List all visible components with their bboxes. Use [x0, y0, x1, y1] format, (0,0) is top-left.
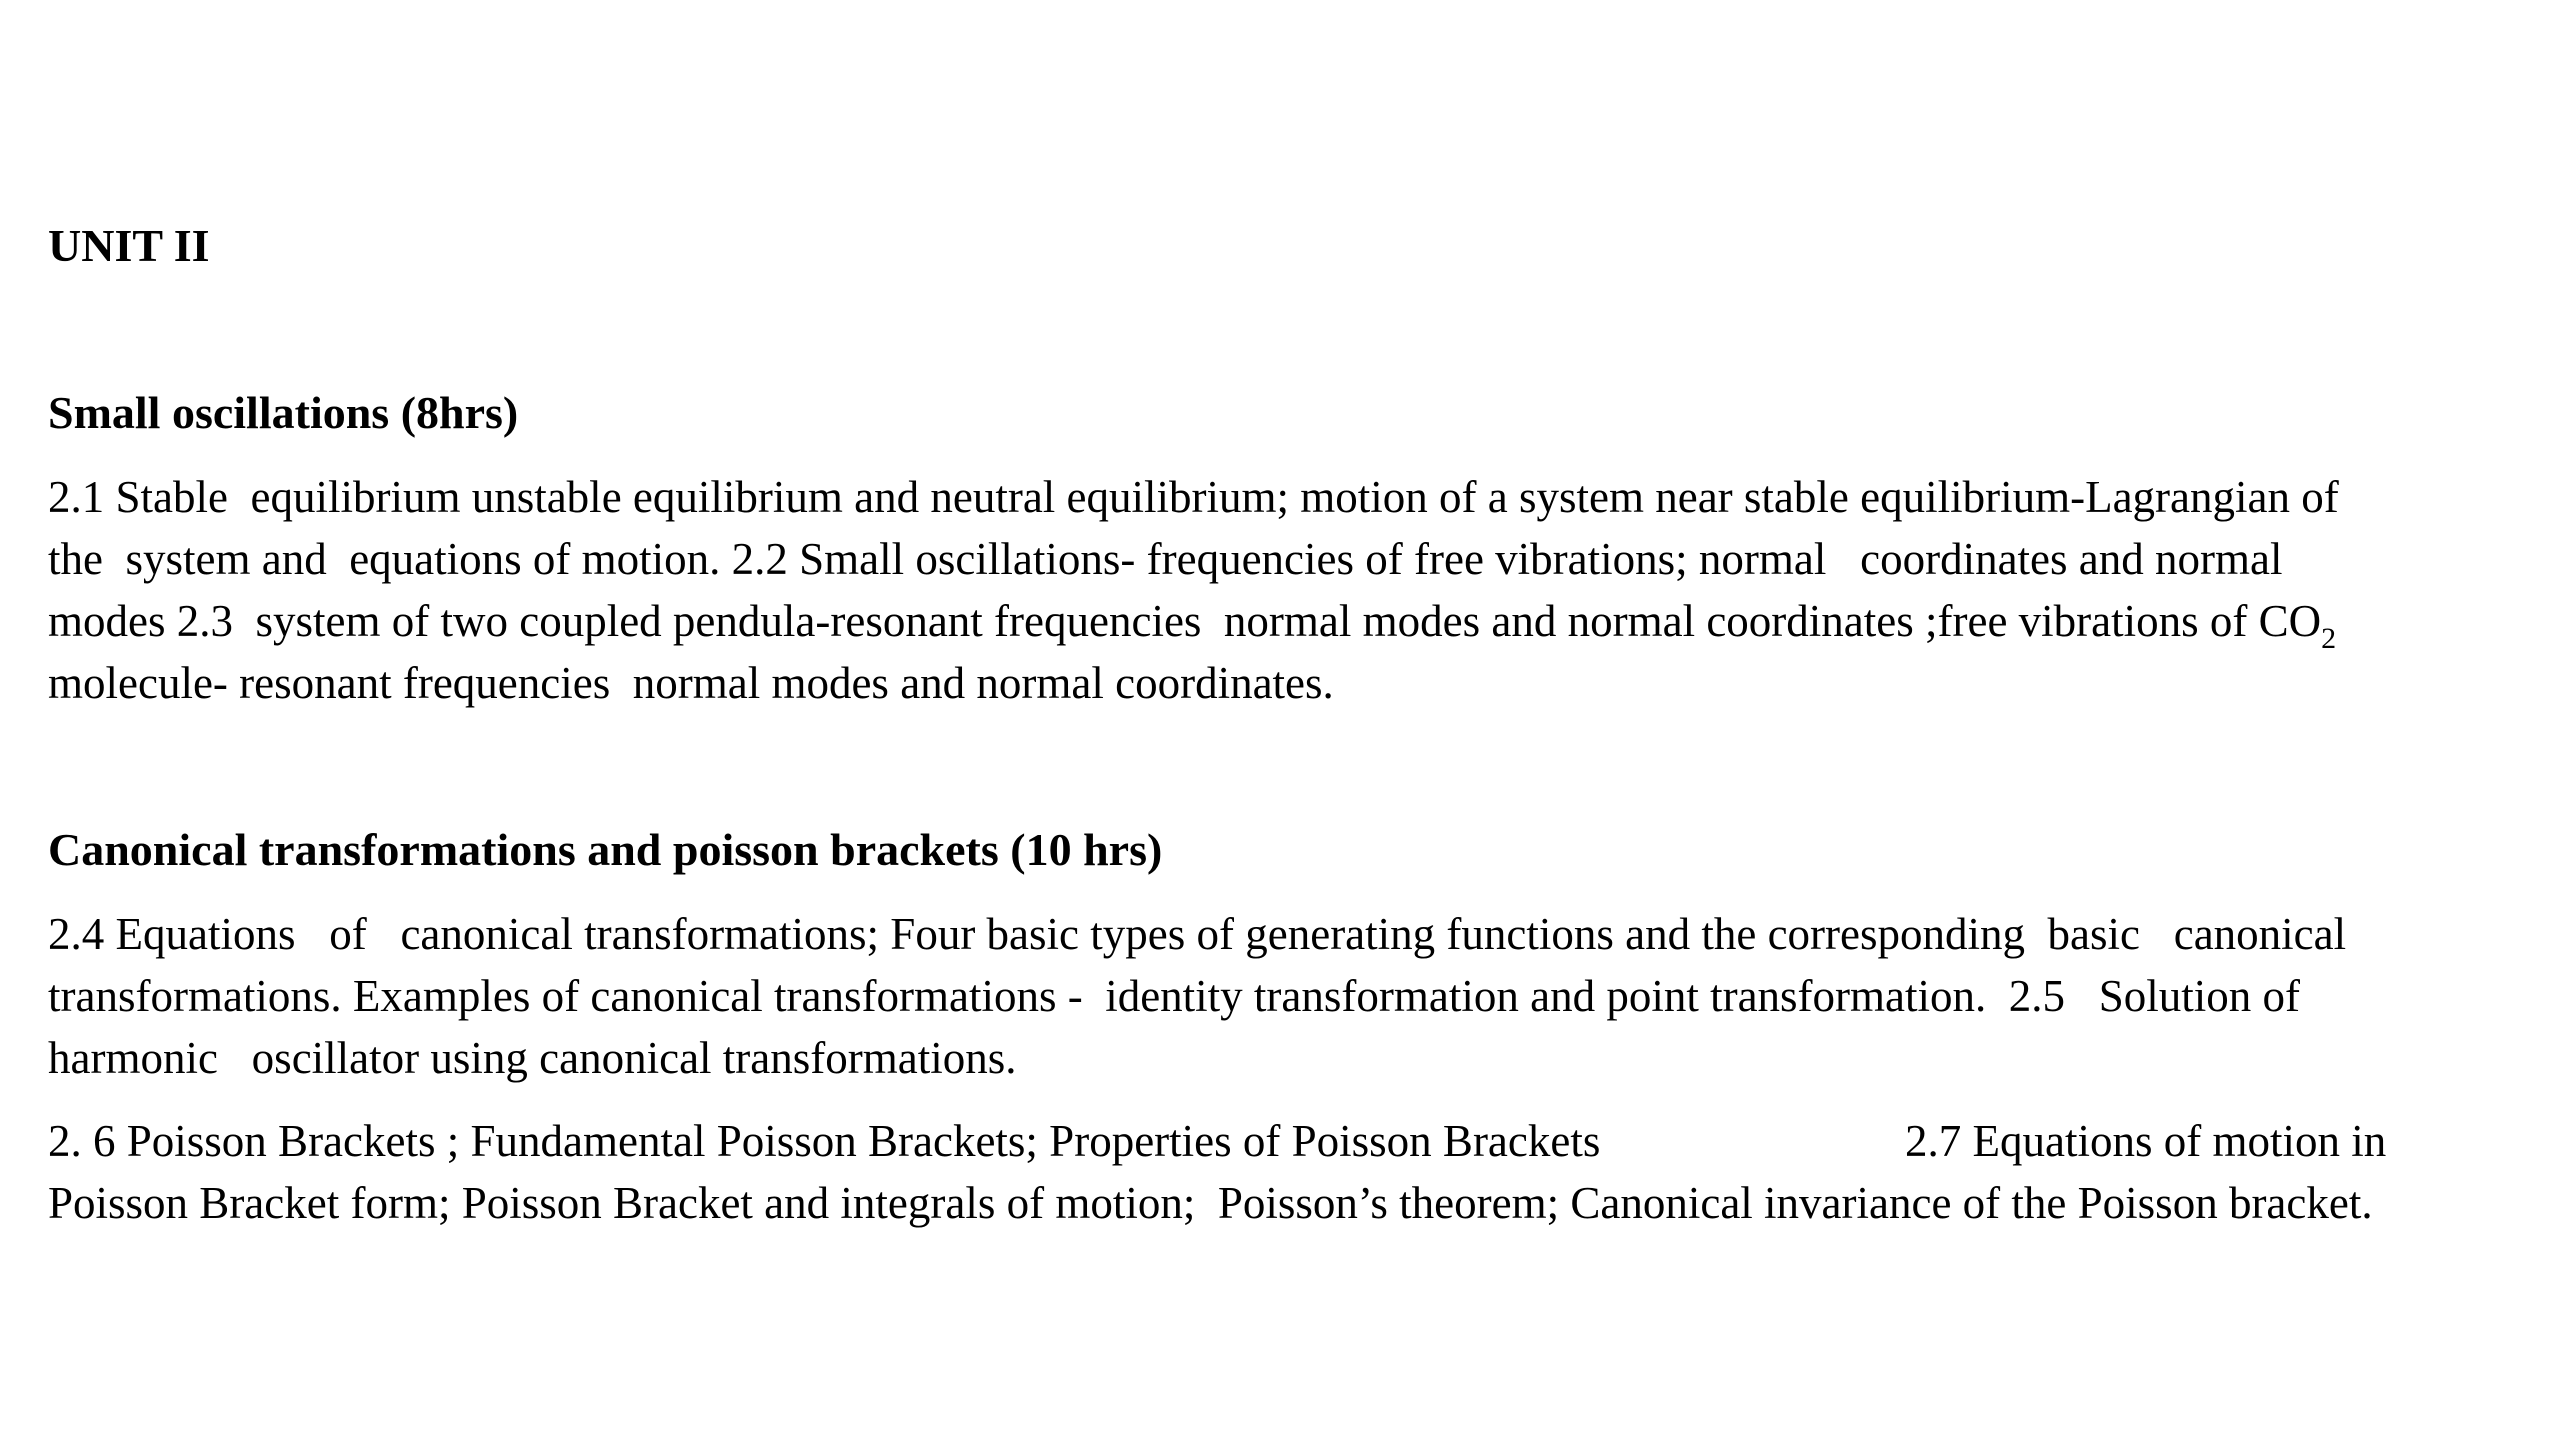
paragraph-line: harmonic oscillator using canonical transformations. [48, 1033, 1017, 1083]
paragraph-line: transformations. Examples of canonical transformations - identity transformation and point transformation. 2.5 Solution of [48, 971, 2301, 1021]
paragraph-line: the system and equations of motion. 2.2 Small oscillations- frequencies of free vibrations; normal coordinates and normal [48, 534, 2283, 584]
unit-title: UNIT II [48, 220, 210, 271]
paragraph-line: Poisson Bracket form; Poisson Bracket and integrals of motion; Poisson’s theorem; Canonical invariance of the Poisson bracket. [48, 1178, 2373, 1228]
paragraph-line: 2.1 Stable equilibrium unstable equilibrium and neutral equilibrium; motion of a system near stable equilibrium-Lagrangian of [48, 472, 2339, 522]
paragraph-line: 2.7 Equations of motion in [1905, 1116, 2387, 1166]
section-heading-canonical-transformations: Canonical transformations and poisson brackets (10 hrs) [48, 824, 1163, 875]
paragraph-line: 2.4 Equations of canonical transformations; Four basic types of generating functions and the corresponding basic canonical [48, 909, 2347, 959]
paragraph-line: molecule- resonant frequencies normal modes and normal coordinates. [48, 658, 1334, 708]
paragraph-line: 2. 6 Poisson Brackets ; Fundamental Poisson Brackets; Properties of Poisson Brackets [48, 1116, 1601, 1166]
co2-subscript: 2 [2321, 622, 2337, 655]
paragraph-line-co2 [48, 590, 2337, 655]
section-heading-small-oscillations: Small oscillations (8hrs) [48, 387, 519, 438]
paragraph-line-text: modes 2.3 system of two coupled pendula-resonant frequencies normal modes and normal coordinates ;free vibrations of CO [48, 596, 2322, 646]
